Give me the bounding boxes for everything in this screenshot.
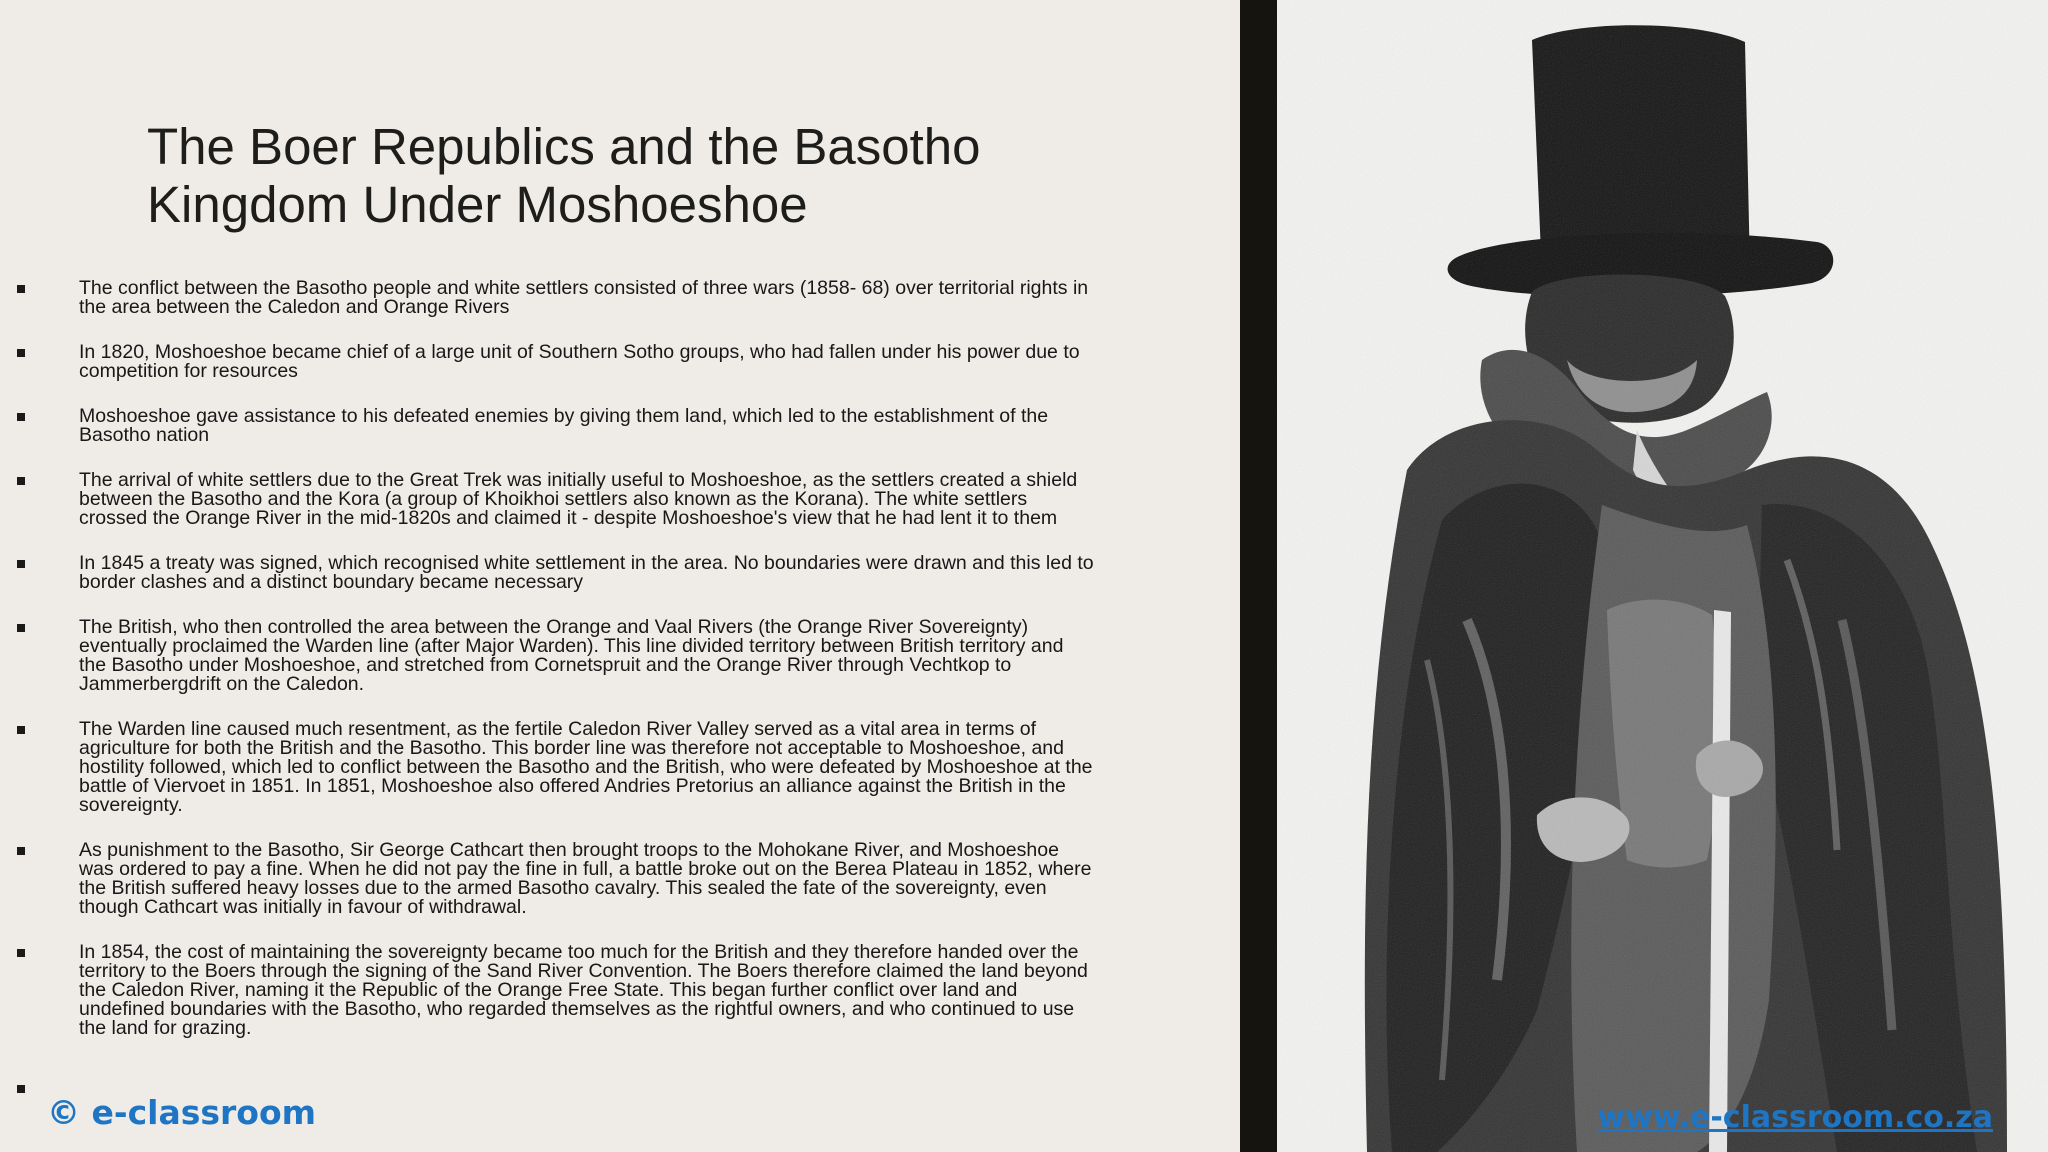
square-bullet-icon	[17, 560, 25, 568]
bullet-text: In 1845 a treaty was signed, which recognised white settlement in the area. No boundaries were drawn and this led to border clashes and a distinct boundary became necessary	[79, 552, 1094, 593]
portrait-illustration	[1277, 0, 2048, 1152]
brand-logo-text: © e-classroom	[47, 1093, 316, 1132]
square-bullet-icon	[17, 285, 25, 293]
bullet-text: The Warden line caused much resentment, as the fertile Caledon River Valley served as a vital area in terms of agriculture for both the British and the Basotho. This border line was therefore not acceptable to Moshoeshoe, and hostility followed, which led to conflict between the Basotho and the British, who were defeated by Moshoeshoe at the battle of Viervoet in 1851. In 1851, Moshoeshoe also offered Andries Pretorius an alliance against the British in the sovereignty.	[79, 718, 1093, 816]
bullet-item	[0, 943, 1094, 1038]
square-bullet-icon	[17, 624, 25, 632]
bullet-item	[0, 841, 1094, 917]
bullet-text: As punishment to the Basotho, Sir George Cathcart then brought troops to the Mohokane River, and Moshoeshoe was ordered to pay a fine. When he did not pay the fine in full, a battle broke out on the Berea Plateau in 1852, where the British suffered heavy losses due to the armed Basotho cavalry. This sealed the fate of the sovereignty, even though Cathcart was initially in favour of withdrawal.	[79, 839, 1092, 918]
square-bullet-icon	[17, 349, 25, 357]
bullet-text: The arrival of white settlers due to the Great Trek was initially useful to Moshoeshoe, as the settlers created a shield between the Basotho and the Kora (a group of Khoikhoi settlers also known as the Korana). The white settlers crossed the Orange River in the mid-1820s and claimed it - despite Moshoeshoe's view that he had lent it to them	[79, 469, 1078, 529]
bullet-text: The British, who then controlled the area between the Orange and Vaal Rivers (the Orange River Sovereignty) eventually proclaimed the Warden line (after Major Warden). This line divided territory between British territory and the Basotho under Moshoeshoe, and stretched from Cornetspruit and the Orange River through Vechtkop to Jammerbergdrift on the Caledon.	[79, 616, 1064, 695]
slide-title	[147, 118, 1147, 234]
bullet-text: The conflict between the Basotho people and white settlers consisted of three wars (1858- 68) over territorial rights in the area between the Caledon and Orange Rivers	[79, 277, 1089, 318]
website-link[interactable]: www.e-classroom.co.za	[1597, 1100, 1993, 1135]
bullet-text: In 1820, Moshoeshoe became chief of a large unit of Southern Sotho groups, who had fallen under his power due to competition for resources	[79, 341, 1080, 382]
square-bullet-icon	[17, 949, 25, 957]
bullet-item	[0, 720, 1094, 815]
square-bullet-icon	[17, 413, 25, 421]
square-bullet-icon	[17, 726, 25, 734]
square-bullet-icon	[17, 847, 25, 855]
slide-title-line2: Kingdom Under Moshoeshoe	[147, 176, 808, 233]
bullet-item	[0, 407, 1094, 445]
portrait-photo	[1277, 0, 2048, 1152]
bullet-text: In 1854, the cost of maintaining the sovereignty became too much for the British and they therefore handed over the territory to the Boers through the signing of the Sand River Convention. The Boers therefore claimed the land beyond the Caledon River, naming it the Republic of the Orange Free State. This began further conflict over land and undefined boundaries with the Basotho, who regarded themselves as the rightful owners, and who continued to use the land for grazing.	[79, 941, 1088, 1039]
bullet-item	[0, 618, 1094, 694]
bullet-item	[0, 554, 1094, 592]
bullet-item	[0, 343, 1094, 381]
bullet-item	[0, 279, 1094, 317]
photo-frame-divider	[1240, 0, 1277, 1152]
bullet-item	[0, 471, 1094, 528]
bullet-text: Moshoeshoe gave assistance to his defeated enemies by giving them land, which led to the establishment of the Basotho nation	[79, 405, 1049, 446]
slide-title-line1: The Boer Republics and the Basotho	[147, 118, 981, 175]
square-bullet-icon	[17, 477, 25, 485]
bullet-list	[0, 279, 1160, 1064]
empty-square-bullet-icon	[17, 1085, 25, 1093]
